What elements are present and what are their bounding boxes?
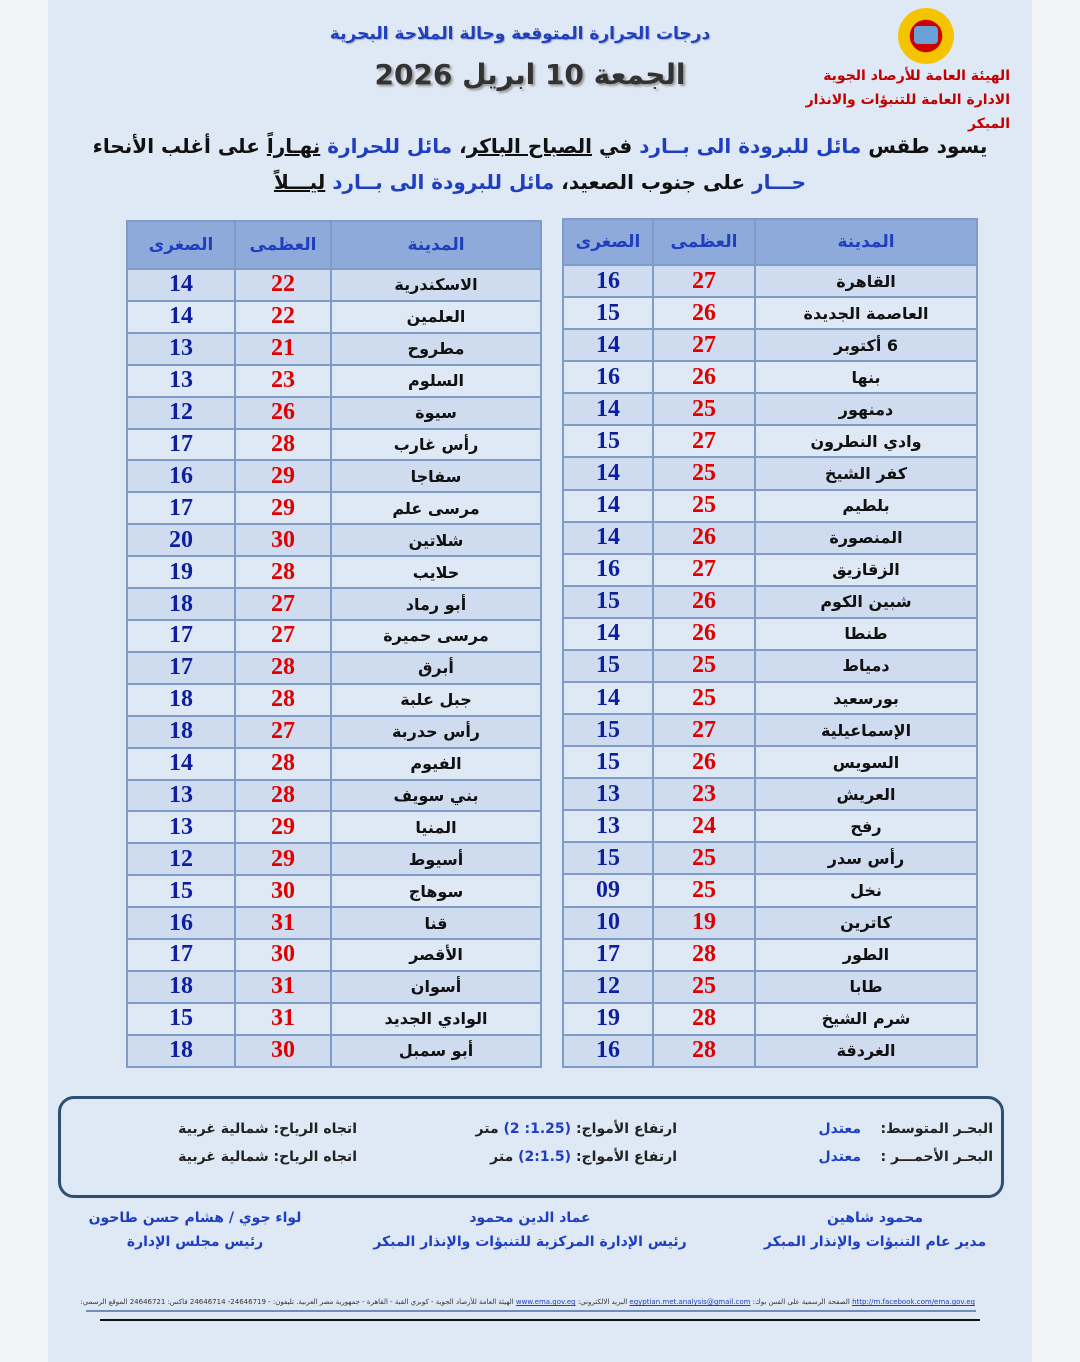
max-temp-cell: 22: [235, 269, 331, 301]
table-row: [127, 492, 541, 524]
max-temp-cell: 30: [235, 875, 331, 907]
signature-2: [370, 1206, 690, 1254]
min-temp-cell: 14: [563, 618, 653, 650]
min-temp-cell: 13: [127, 333, 235, 365]
min-temp-cell: 14: [563, 682, 653, 714]
city-cell: الغردقة: [755, 1035, 977, 1067]
table-row: [563, 1035, 977, 1067]
website-link[interactable]: www.ema.gov.eg: [515, 1298, 576, 1306]
min-temp-cell: 17: [127, 652, 235, 684]
city-cell: رأس غارب: [331, 429, 541, 461]
desc-text: مائل للبرودة الى بــارد: [639, 134, 862, 158]
min-temp-cell: 14: [563, 490, 653, 522]
max-temp-cell: 30: [235, 939, 331, 971]
table-row: [127, 333, 541, 365]
wave-unit: متر: [490, 1149, 514, 1165]
city-cell: بورسعيد: [755, 682, 977, 714]
max-temp-cell: 21: [235, 333, 331, 365]
table-row: [127, 652, 541, 684]
table-row: [563, 490, 977, 522]
desc-text: على جنوب الصعيد،: [554, 170, 753, 194]
header-city: المدينة: [755, 219, 977, 265]
signatory-title: رئيس مجلس الإدارة: [126, 1234, 264, 1250]
city-cell: الوادي الجديد: [331, 1003, 541, 1035]
min-temp-cell: 19: [563, 1003, 653, 1035]
table-row: [563, 265, 977, 297]
sea-label: البحـر المتوسط:: [880, 1121, 993, 1137]
footer-divider: [86, 1310, 976, 1312]
max-temp-cell: 25: [653, 842, 755, 874]
table-row: [127, 748, 541, 780]
city-cell: الزقازيق: [755, 554, 977, 586]
city-cell: المنصورة: [755, 522, 977, 554]
city-cell: وادي النطرون: [755, 425, 977, 457]
header-max: العظمى: [235, 221, 331, 269]
min-temp-cell: 20: [127, 524, 235, 556]
min-temp-cell: 15: [563, 650, 653, 682]
min-temp-cell: 10: [563, 907, 653, 939]
facebook-label: الصفحة الرسمية على الفس بوك:: [752, 1298, 850, 1306]
city-cell: أبو رماد: [331, 588, 541, 620]
city-cell: السلوم: [331, 365, 541, 397]
table-row: [127, 429, 541, 461]
desc-text: يسود طقس: [861, 134, 988, 158]
city-cell: الفيوم: [331, 748, 541, 780]
min-temp-cell: 17: [127, 492, 235, 524]
wave-height: (1.25: 2): [503, 1121, 572, 1137]
min-temp-cell: 15: [563, 586, 653, 618]
max-temp-cell: 28: [235, 684, 331, 716]
table-row: [563, 329, 977, 361]
city-cell: شرم الشيخ: [755, 1003, 977, 1035]
min-temp-cell: 15: [127, 875, 235, 907]
min-temp-cell: 16: [563, 265, 653, 297]
max-temp-cell: 26: [653, 297, 755, 329]
weather-description: [50, 128, 1030, 200]
min-temp-cell: 16: [563, 1035, 653, 1067]
city-cell: الإسماعيلية: [755, 714, 977, 746]
max-temp-cell: 28: [235, 556, 331, 588]
address-text: الهيئة العامة للأرصاد الجوية - كوبري القبة - القاهرة - جمهورية مصر العربية. تليفون: - 24646719- 24646714 فاكس: 24646721 الموقع الرسمي:: [80, 1298, 514, 1306]
city-cell: طابا: [755, 971, 977, 1003]
table-row: [563, 842, 977, 874]
min-temp-cell: 12: [127, 843, 235, 875]
organization: [760, 64, 1010, 136]
min-temp-cell: 14: [127, 269, 235, 301]
max-temp-cell: 25: [653, 971, 755, 1003]
table-row: [127, 269, 541, 301]
signature-3: [80, 1206, 310, 1254]
table-row: [563, 810, 977, 842]
min-temp-cell: 16: [563, 554, 653, 586]
min-temp-cell: 15: [127, 1003, 235, 1035]
min-temp-cell: 14: [563, 457, 653, 489]
city-cell: كفر الشيخ: [755, 457, 977, 489]
max-temp-cell: 26: [235, 397, 331, 429]
table-row: [127, 301, 541, 333]
max-temp-cell: 27: [653, 329, 755, 361]
signatory-title: مدير عام التنبؤات والإنذار المبكر: [763, 1234, 987, 1250]
max-temp-cell: 27: [653, 714, 755, 746]
facebook-link[interactable]: http://m.facebook.com/ema.gov.eg: [852, 1298, 975, 1306]
max-temp-cell: 25: [653, 393, 755, 425]
min-temp-cell: 18: [127, 971, 235, 1003]
email-label: البريد الالكتروني:: [577, 1298, 628, 1306]
desc-text: نهـاراً: [266, 134, 321, 158]
min-temp-cell: 12: [563, 971, 653, 1003]
max-temp-cell: 29: [235, 843, 331, 875]
city-cell: قنا: [331, 907, 541, 939]
min-temp-cell: 14: [127, 748, 235, 780]
max-temp-cell: 30: [235, 1035, 331, 1067]
min-temp-cell: 17: [127, 620, 235, 652]
table-row: [127, 684, 541, 716]
desc-text: ،: [452, 134, 467, 158]
city-cell: السويس: [755, 746, 977, 778]
max-temp-cell: 31: [235, 971, 331, 1003]
table-row: [127, 365, 541, 397]
city-cell: رأس سدر: [755, 842, 977, 874]
desc-text: حـــار: [752, 170, 807, 194]
table-row: [127, 556, 541, 588]
min-temp-cell: 13: [127, 780, 235, 812]
table-row: [563, 618, 977, 650]
ema-logo: [898, 8, 954, 64]
org-line-1: الهيئة العامة للأرصاد الجوية: [823, 68, 1010, 84]
wave-unit: متر: [475, 1121, 499, 1137]
desc-text: مائل للحرارة: [327, 134, 453, 158]
sea-conditions-box: [58, 1096, 1004, 1198]
max-temp-cell: 28: [235, 429, 331, 461]
city-cell: العاصمة الجديدة: [755, 297, 977, 329]
min-temp-cell: 15: [563, 425, 653, 457]
max-temp-cell: 27: [653, 265, 755, 297]
table-row: [563, 939, 977, 971]
table-row: [563, 778, 977, 810]
city-cell: الاسكندرية: [331, 269, 541, 301]
min-temp-cell: 19: [127, 556, 235, 588]
sea-label: البحـر الأحمـــر :: [880, 1149, 993, 1165]
document-title: درجات الحرارة المتوقعة وحالة الملاحة البحرية: [329, 24, 711, 44]
max-temp-cell: 26: [653, 522, 755, 554]
min-temp-cell: 09: [563, 874, 653, 906]
desc-text: الصباح الباكر: [466, 134, 592, 158]
email-link[interactable]: egyptian.met.analysis@gmail.com: [629, 1298, 751, 1306]
min-temp-cell: 13: [563, 778, 653, 810]
max-temp-cell: 28: [235, 780, 331, 812]
min-temp-cell: 15: [563, 842, 653, 874]
desc-text: على أغلب الأنحاء: [92, 134, 267, 158]
max-temp-cell: 29: [235, 492, 331, 524]
footer-rule: [100, 1319, 980, 1321]
max-temp-cell: 29: [235, 811, 331, 843]
city-cell: العلمين: [331, 301, 541, 333]
min-temp-cell: 15: [563, 714, 653, 746]
city-cell: أسوان: [331, 971, 541, 1003]
min-temp-cell: 17: [563, 939, 653, 971]
min-temp-cell: 13: [127, 811, 235, 843]
table-row: [127, 1003, 541, 1035]
right-temperature-table: [562, 218, 978, 1068]
max-temp-cell: 28: [653, 1003, 755, 1035]
table-row: [563, 907, 977, 939]
max-temp-cell: 31: [235, 907, 331, 939]
max-temp-cell: 28: [653, 939, 755, 971]
city-cell: رفح: [755, 810, 977, 842]
header-max: العظمى: [653, 219, 755, 265]
table-row: [127, 811, 541, 843]
max-temp-cell: 25: [653, 650, 755, 682]
city-cell: القاهرة: [755, 265, 977, 297]
city-cell: بني سويف: [331, 780, 541, 812]
table-row: [127, 460, 541, 492]
max-temp-cell: 26: [653, 361, 755, 393]
max-temp-cell: 27: [235, 716, 331, 748]
max-temp-cell: 27: [653, 425, 755, 457]
footer-contact: [80, 1298, 975, 1306]
max-temp-cell: 27: [235, 588, 331, 620]
max-temp-cell: 25: [653, 457, 755, 489]
min-temp-cell: 18: [127, 716, 235, 748]
wave-label: ارتفاع الأمواج:: [575, 1149, 677, 1165]
max-temp-cell: 25: [653, 682, 755, 714]
table-row: [127, 780, 541, 812]
table-row: [563, 1003, 977, 1035]
left-temperature-table: [126, 220, 542, 1068]
header-city: المدينة: [331, 221, 541, 269]
wave-height: (2:1.5): [518, 1149, 572, 1165]
min-temp-cell: 13: [563, 810, 653, 842]
table-row: [127, 971, 541, 1003]
max-temp-cell: 30: [235, 524, 331, 556]
header-min: الصغرى: [127, 221, 235, 269]
min-temp-cell: 16: [127, 907, 235, 939]
min-temp-cell: 18: [127, 588, 235, 620]
city-cell: الطور: [755, 939, 977, 971]
city-cell: بنها: [755, 361, 977, 393]
city-cell: الأقصر: [331, 939, 541, 971]
max-temp-cell: 26: [653, 746, 755, 778]
city-cell: جبل علبة: [331, 684, 541, 716]
min-temp-cell: 15: [563, 297, 653, 329]
table-row: [563, 586, 977, 618]
min-temp-cell: 17: [127, 939, 235, 971]
table-row: [563, 874, 977, 906]
table-row: [127, 1035, 541, 1067]
city-cell: سفاجا: [331, 460, 541, 492]
table-row: [127, 620, 541, 652]
min-temp-cell: 18: [127, 1035, 235, 1067]
max-temp-cell: 31: [235, 1003, 331, 1035]
max-temp-cell: 29: [235, 460, 331, 492]
max-temp-cell: 23: [235, 365, 331, 397]
city-cell: سيوة: [331, 397, 541, 429]
table-row: [563, 554, 977, 586]
max-temp-cell: 26: [653, 618, 755, 650]
min-temp-cell: 14: [563, 393, 653, 425]
city-cell: مرسى علم: [331, 492, 541, 524]
max-temp-cell: 27: [653, 554, 755, 586]
min-temp-cell: 14: [563, 522, 653, 554]
min-temp-cell: 16: [127, 460, 235, 492]
max-temp-cell: 22: [235, 301, 331, 333]
max-temp-cell: 28: [653, 1035, 755, 1067]
table-row: [127, 907, 541, 939]
table-row: [127, 875, 541, 907]
city-cell: دمياط: [755, 650, 977, 682]
max-temp-cell: 28: [235, 652, 331, 684]
table-row: [563, 393, 977, 425]
min-temp-cell: 16: [563, 361, 653, 393]
city-cell: نخل: [755, 874, 977, 906]
sea-state: معتدل: [818, 1149, 861, 1165]
city-cell: كاترين: [755, 907, 977, 939]
max-temp-cell: 19: [653, 907, 755, 939]
city-cell: أبو سمبل: [331, 1035, 541, 1067]
table-row: [127, 843, 541, 875]
header-min: الصغرى: [563, 219, 653, 265]
city-cell: شلاتين: [331, 524, 541, 556]
signatory-name: لواء جوي / هشام حسن طاحون: [88, 1210, 302, 1226]
city-cell: بلطيم: [755, 490, 977, 522]
signatory-title: رئيس الإدارة المركزية للتنبؤات والإنذار المبكر: [373, 1234, 687, 1250]
city-cell: دمنهور: [755, 393, 977, 425]
min-temp-cell: 13: [127, 365, 235, 397]
table-row: [127, 716, 541, 748]
signatory-name: عماد الدين محمود: [469, 1210, 591, 1226]
max-temp-cell: 25: [653, 490, 755, 522]
min-temp-cell: 14: [563, 329, 653, 361]
city-cell: 6 أكتوبر: [755, 329, 977, 361]
city-cell: شبين الكوم: [755, 586, 977, 618]
forecast-date: الجمعة 10 ابريل 2026: [374, 58, 686, 91]
city-cell: مطروح: [331, 333, 541, 365]
table-row: [127, 524, 541, 556]
wind-direction: اتجاه الرياح: شمالية غربية: [178, 1121, 357, 1137]
desc-text: في: [591, 134, 640, 158]
max-temp-cell: 25: [653, 874, 755, 906]
city-cell: سوهاج: [331, 875, 541, 907]
max-temp-cell: 24: [653, 810, 755, 842]
table-row: [563, 297, 977, 329]
wave-label: ارتفاع الأمواج:: [575, 1121, 677, 1137]
city-cell: مرسى حميرة: [331, 620, 541, 652]
city-cell: المنيا: [331, 811, 541, 843]
table-row: [563, 650, 977, 682]
table-row: [563, 457, 977, 489]
max-temp-cell: 28: [235, 748, 331, 780]
table-row: [563, 522, 977, 554]
min-temp-cell: 15: [563, 746, 653, 778]
max-temp-cell: 27: [235, 620, 331, 652]
sea-state: معتدل: [818, 1121, 861, 1137]
signature-1: [760, 1206, 990, 1254]
table-row: [563, 425, 977, 457]
min-temp-cell: 18: [127, 684, 235, 716]
table-row: [563, 971, 977, 1003]
wind-direction: اتجاه الرياح: شمالية غربية: [178, 1149, 357, 1165]
city-cell: رأس حدربة: [331, 716, 541, 748]
desc-text: مائل للبرودة الى بــارد: [332, 170, 555, 194]
table-row: [563, 682, 977, 714]
min-temp-cell: 12: [127, 397, 235, 429]
min-temp-cell: 17: [127, 429, 235, 461]
city-cell: حلايب: [331, 556, 541, 588]
min-temp-cell: 14: [127, 301, 235, 333]
max-temp-cell: 26: [653, 586, 755, 618]
table-row: [127, 588, 541, 620]
table-row: [563, 746, 977, 778]
table-row: [563, 714, 977, 746]
max-temp-cell: 23: [653, 778, 755, 810]
org-line-2: الادارة العامة للتنبؤات والانذار المبكر: [805, 92, 1010, 132]
city-cell: طنطا: [755, 618, 977, 650]
city-cell: العريش: [755, 778, 977, 810]
signatory-name: محمود شاهين: [826, 1210, 924, 1226]
city-cell: أبرق: [331, 652, 541, 684]
table-row: [563, 361, 977, 393]
table-row: [127, 397, 541, 429]
table-row: [127, 939, 541, 971]
city-cell: أسيوط: [331, 843, 541, 875]
desc-text: ليـــلاً: [273, 170, 326, 194]
